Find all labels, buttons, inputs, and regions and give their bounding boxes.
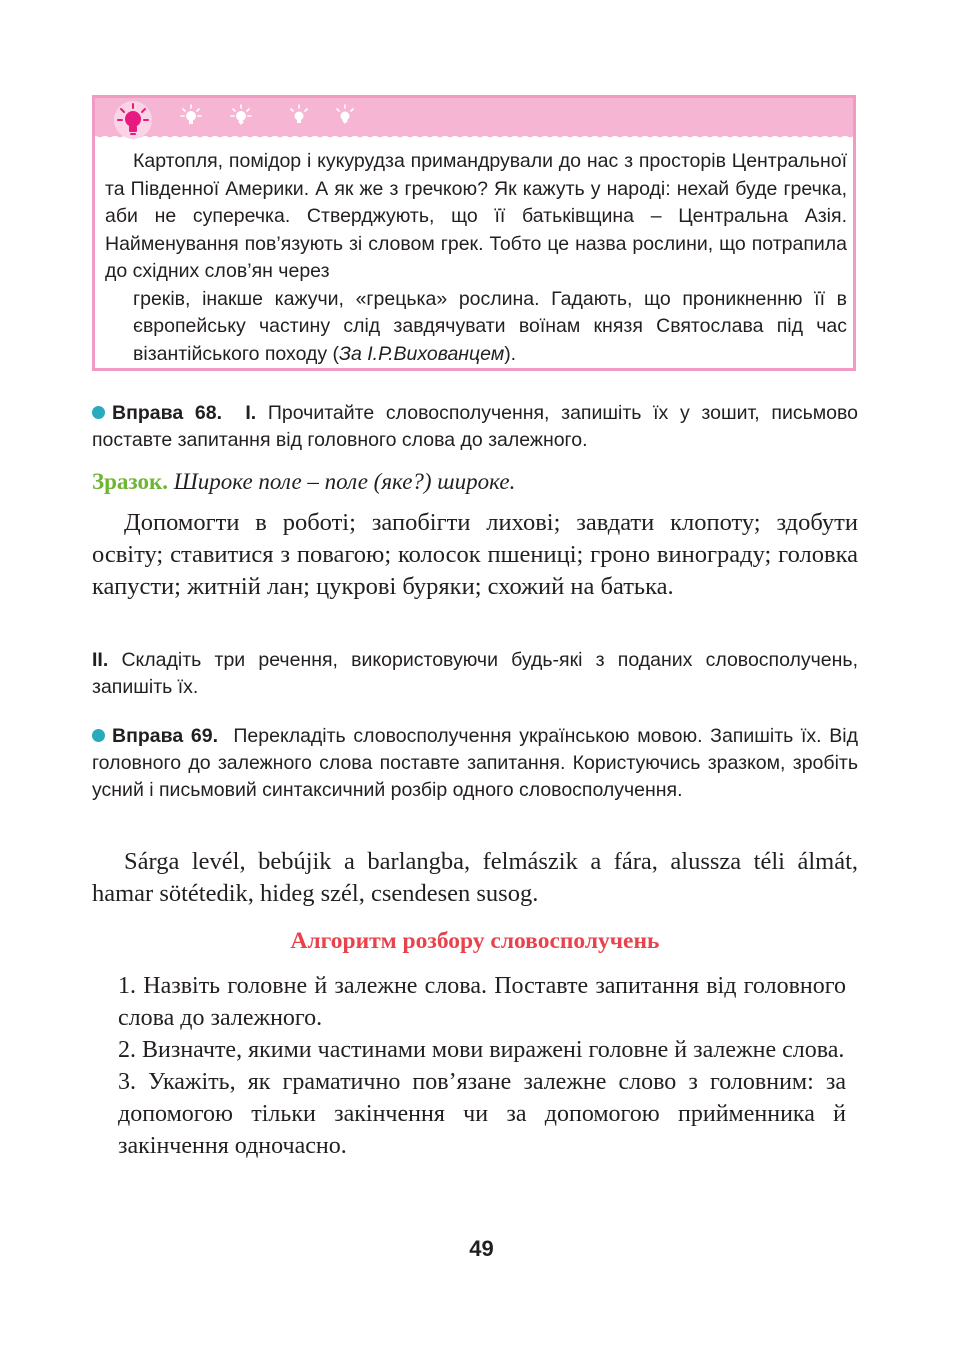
info-closing: ). xyxy=(504,342,517,365)
algorithm-heading: Алгоритм розбору словосполучень xyxy=(290,928,660,954)
algorithm-step: 2. Визначте, якими частинами мови виражені головне й залежне слова. xyxy=(118,1037,845,1063)
part-2-number: II. xyxy=(92,649,109,671)
bullet-dot xyxy=(92,406,105,419)
sample-line xyxy=(92,466,858,498)
algorithm-steps xyxy=(118,970,846,1162)
info-box xyxy=(92,95,856,371)
lightbulb-icon xyxy=(113,100,153,140)
exercise-68-title: Вправа 68. xyxy=(112,402,222,424)
header-scallop xyxy=(95,132,853,142)
exercise-69-phrases xyxy=(92,846,858,910)
info-box-header xyxy=(95,98,853,136)
algorithm-step: 3. Укажіть, як граматично пов’язане залежне слово з головним: за допомогою тільки закінчення чи за допомогою прийменника й закінчення одночасно. xyxy=(118,1069,846,1159)
info-source: За І.Р.Вихованцем xyxy=(339,342,505,365)
hungarian-text: Sárga levél, bebújik a barlangba, felmászik a fára, alussza téli álmát, hamar sötétedik, hideg szél, csendesen susog. xyxy=(92,848,858,907)
algorithm-step: 1. Назвіть головне й залежне слова. Поставте запитання від головного слова до залежного. xyxy=(118,973,846,1031)
exercise-69-title: Вправа 69. xyxy=(112,725,218,747)
part-1-number: I. xyxy=(245,402,257,424)
exercise-68-task xyxy=(92,400,858,454)
info-box-text xyxy=(105,148,847,368)
exercise-68-part-2 xyxy=(92,647,858,701)
sample-label: Зразок. xyxy=(92,469,169,494)
exercise-68-phrases xyxy=(92,507,858,603)
bullet-dot xyxy=(92,729,105,742)
lightbulb-icon xyxy=(333,104,357,128)
info-text-cont: греків, інакше кажучи, «грецька» рослина. Гадають, що проникненню її в європейську частину слід завдячувати воїнам князя Святослава під час візантійського походу ( xyxy=(133,287,847,365)
phrases-text: Допомогти в роботі; запобігти лиховi; завдати клопоту; здобути освіту; ставитися з повагою; колосок пшениці; гроно винограду; головка капусти; житній лан; цукрові буряки; схожий на батька. xyxy=(92,509,858,600)
exercise-69-text: Перекладіть словосполучення українською мовою. Запишіть їх. Від головного до залежного слова поставте запитання. Користуючись зразком, зробіть усний і письмовий синтаксичний розбір одного словосполучення. xyxy=(92,725,859,801)
exercise-69-task xyxy=(92,723,858,804)
info-paragraph-1: Картопля, помідор і кукурудза примандрували до нас з просторів Центральної та Південної Америки. А як же з гречкою? Як кажуть у народі: нехай буде гречка, аби не суперечка. Стверджують, що її батьківщина – Центральна Азія. Найменування пов’язують зі словом грек. Тобто це назва рослини, що потрапила до східних слов’ян через xyxy=(105,150,847,282)
lightbulb-icon xyxy=(287,104,311,128)
part-2-text: Складіть три речення, використовуючи будь-які з поданих словосполучень, запишіть їх. xyxy=(92,649,858,698)
lightbulb-icon xyxy=(229,104,253,128)
info-paragraph-2 xyxy=(105,286,847,369)
lightbulb-icon xyxy=(179,104,203,128)
sample-text: Широке поле – поле (яке?) широке. xyxy=(173,469,516,494)
page-number: 49 xyxy=(469,1236,494,1261)
part-1-text: Прочитайте словосполучення, запишіть їх у зошит, письмово поставте запитання від головного слова до залежного. xyxy=(92,402,858,451)
